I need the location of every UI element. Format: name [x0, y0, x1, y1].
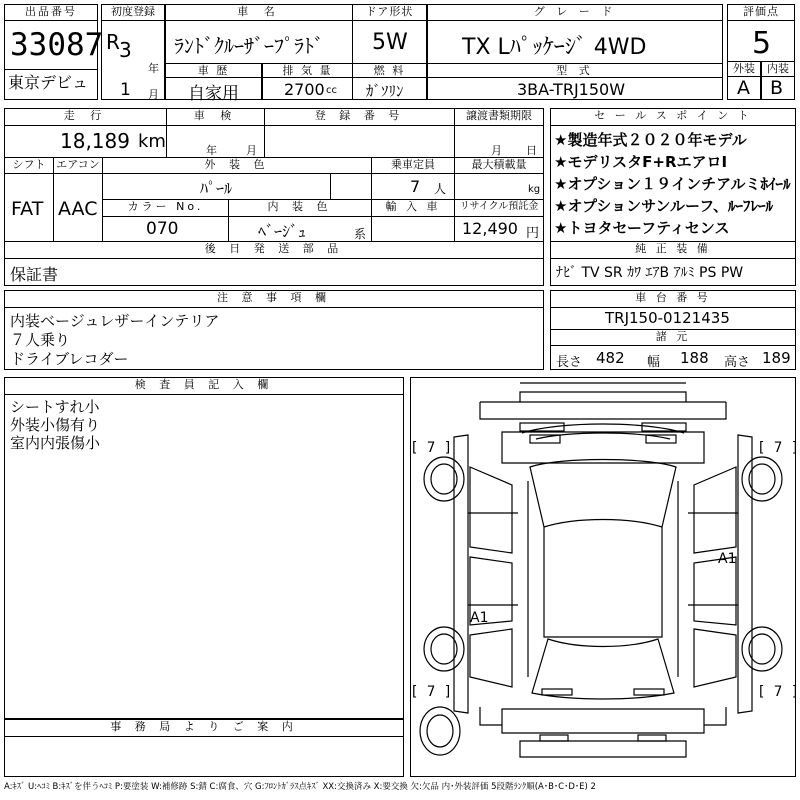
ac-value: AAC: [58, 198, 98, 220]
equipment-label: 純 正 装 備: [550, 241, 796, 259]
capacity-unit: 人: [434, 182, 447, 196]
color-no-label: カラー No.: [102, 199, 229, 217]
notes-label: 注 意 事 項 欄: [4, 290, 544, 308]
inspection-month-unit: 月: [246, 144, 257, 157]
model-value: 3BA-TRJ150W: [517, 80, 626, 99]
history-value: 自家用: [188, 84, 239, 104]
tire-rear-right: [ 7 ]: [757, 684, 800, 700]
door-label: ドア形状: [352, 4, 427, 21]
reg-date-label: 初度登録: [101, 4, 165, 21]
length-label: 長さ: [556, 355, 583, 370]
exterior-grade-label: 外装: [727, 61, 761, 77]
sales-point-4: ★オプションサンルーフ、ﾙｰﾌﾚｰﾙ: [554, 197, 774, 215]
equipment-value: ﾅﾋﾞ TV SR ｶﾜ ｴｱB ｱﾙﾐ PS PW: [556, 265, 744, 281]
sales-point-2: ★モデリスタF+RエアロI: [554, 153, 728, 171]
plate-box: [264, 125, 455, 158]
interior-color-unit: 系: [354, 227, 367, 241]
tire-rear-left: [ 7 ]: [410, 684, 453, 700]
width-value: 188: [680, 349, 709, 367]
height-label: 高さ: [724, 355, 751, 370]
ac-label: エアコン: [53, 157, 103, 174]
reg-month-unit: 月: [148, 88, 159, 101]
sales-point-3: ★オプション１９インチアルミﾎｲｰﾙ: [554, 175, 791, 193]
note-line-1: 内装ベージュレザーインテリア: [10, 312, 220, 330]
fuel-value: ｶﾞｿﾘﾝ: [366, 82, 404, 100]
color-no-value: 070: [146, 219, 179, 239]
history-label: 車 歴: [165, 63, 262, 78]
displacement-unit: cc: [326, 85, 337, 96]
capacity-label: 乗車定員: [371, 157, 455, 174]
inspector-label: 検 査 員 記 入 欄: [4, 377, 404, 395]
chassis-label: 車 台 番 号: [550, 290, 796, 308]
inspector-line-2: 外装小傷有り: [10, 416, 101, 434]
max-load-label: 最大積載量: [454, 157, 544, 174]
note-line-2: ７人乗り: [10, 331, 71, 349]
dimensions-label: 諸 元: [550, 329, 796, 346]
recycle-fee-value: 12,490: [462, 219, 518, 238]
mileage-value: 18,189: [60, 129, 130, 153]
transfer-day-unit: 日: [526, 144, 537, 157]
interior-grade-label: 内装: [761, 61, 795, 77]
reg-year: 3: [119, 38, 132, 62]
note-line-3: ドライブレコダー: [10, 350, 129, 368]
car-diagram: [410, 377, 796, 777]
height-value: 189: [762, 349, 791, 367]
exterior-color-label: 外 装 色: [102, 157, 372, 174]
inspection-label: 車 検: [166, 108, 265, 126]
sales-point-5: ★トヨタセーフティセンス: [554, 219, 730, 237]
shift-value: FAT: [11, 198, 44, 220]
interior-color-label: 内 装 色: [228, 199, 372, 217]
exterior-color-sub-box: [330, 173, 372, 200]
import-box: [371, 216, 455, 242]
tire-front-right: [ 7 ]: [757, 440, 800, 456]
capacity-value: 7: [410, 177, 421, 196]
sales-points-label: セ ー ル ス ポ イ ン ト: [550, 108, 796, 126]
model-label: 型 式: [427, 63, 723, 78]
grade-label: グ レ ー ド: [427, 4, 723, 21]
car-name-label: 車 名: [165, 4, 353, 21]
score-value: 5: [752, 26, 772, 61]
inspector-line-1: シートすれ小: [10, 398, 100, 416]
exterior-color-value: ﾊﾟｰﾙ: [200, 179, 233, 198]
displacement-value: 2700: [284, 80, 325, 99]
office-label: 事 務 局 よ り ご 案 内: [4, 719, 404, 737]
transfer-deadline-label: 譲渡書類期限: [454, 108, 544, 126]
later-parts-label: 後 日 発 送 部 品: [4, 241, 544, 259]
recycle-fee-label: リサイクル預託金: [454, 199, 544, 217]
interior-color-value: ﾍﾞｰｼﾞｭ: [258, 222, 307, 241]
damage-mark-left: A1: [470, 610, 489, 626]
door-value: 5W: [372, 30, 408, 55]
fuel-label: 燃 料: [352, 63, 427, 78]
recycle-fee-unit: 円: [526, 226, 540, 241]
inspector-line-3: 室内内張傷小: [10, 434, 101, 452]
import-label: 輸 入 車: [371, 199, 455, 217]
transfer-month-unit: 月: [491, 144, 502, 157]
reg-era: R: [106, 30, 120, 54]
reg-month: 1: [120, 80, 131, 100]
grade-value: TX Lﾊﾟｯｹｰｼﾞ 4WD: [462, 35, 647, 60]
length-value: 482: [596, 349, 625, 367]
reg-year-unit: 年: [148, 62, 159, 75]
car-name: ﾗﾝﾄﾞｸﾙｰｻﾞｰﾌﾟﾗﾄﾞ: [174, 34, 324, 58]
lot-number-label: 出品番号: [4, 4, 98, 21]
mileage-unit: km: [138, 131, 166, 152]
score-label: 評価点: [727, 4, 795, 21]
chassis-value: TRJ150-0121435: [605, 309, 730, 327]
displacement-label: 排 気 量: [262, 63, 353, 78]
plate-label: 登 録 番 号: [264, 108, 455, 126]
sales-point-1: ★製造年式２０２０年モデル: [554, 131, 747, 149]
mileage-label: 走 行: [4, 108, 167, 126]
debut-text: 東京デビュ: [8, 73, 89, 92]
interior-grade: B: [770, 77, 784, 99]
exterior-grade: A: [737, 77, 750, 99]
later-parts-value: 保証書: [10, 265, 59, 284]
damage-mark-right: A1: [718, 551, 737, 567]
tire-front-left: [ 7 ]: [410, 440, 453, 456]
legend-text: A:ｷｽﾞ U:ﾍｺﾐ B:ｷｽﾞを伴うﾍｺﾐ P:要塗装 W:補修跡 S:錆 C:腐食、穴 G:ﾌﾛﾝﾄｶﾞﾗｽ点ｷｽﾞ XX:交換済み X:要交換 欠:欠品 内･外装評価 5段階ﾗﾝｸ順(A･B･C･D･E) 2: [4, 782, 596, 792]
max-load-unit: kg: [528, 184, 541, 195]
lot-number: 33087: [10, 27, 104, 63]
inspection-year-unit: 年: [206, 144, 217, 157]
shift-label: シフト: [4, 157, 54, 174]
width-label: 幅: [647, 355, 661, 370]
